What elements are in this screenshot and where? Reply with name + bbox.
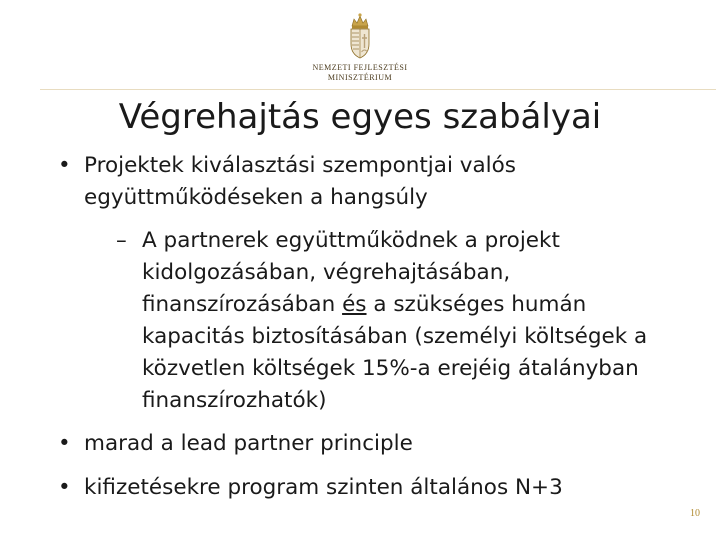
logo-text-line-2: MINISZTÉRIUM (327, 73, 393, 82)
bullet-marker: • (58, 153, 71, 178)
bullet-1-line-2: együttműködéseken a hangsúly (84, 185, 428, 210)
sub-bullet-line-2: kidolgozásában, végrehajtásában, (142, 260, 511, 285)
page-number: 10 (690, 508, 700, 519)
sub-bullet-line-3 (142, 289, 586, 321)
bullet-2-text: marad a lead partner principle (84, 431, 413, 456)
underlined-word: és (342, 292, 367, 317)
sub-bullet-line-1: A partnerek együttműködnek a projekt (142, 228, 560, 253)
logo-text-line-1: NEMZETI FEJLESZTÉSI (312, 63, 408, 72)
sub-bullet-line-5: közvetlen költségek 15%-a erejéig átalányban (142, 356, 639, 381)
sub-bullet-line-6: finanszírozhatók) (142, 388, 327, 413)
sub-bullet-line-4: kapacitás biztosításában (személyi költségek a (142, 324, 648, 349)
sub-bullet-line-3-post: a szükséges humán (366, 292, 587, 317)
slide-title: Végrehajtás egyes szabályai (118, 97, 602, 137)
sub-bullet-line-3-pre: finanszírozásában (142, 292, 343, 317)
bullet-marker: • (58, 431, 71, 456)
sub-bullet-marker: – (116, 228, 127, 253)
bullet-3-text: kifizetésekre program szinten általános N+3 (84, 475, 563, 500)
bullet-marker: • (58, 475, 71, 500)
bullet-1-line-1: Projektek kiválasztási szempontjai valós (84, 153, 516, 178)
